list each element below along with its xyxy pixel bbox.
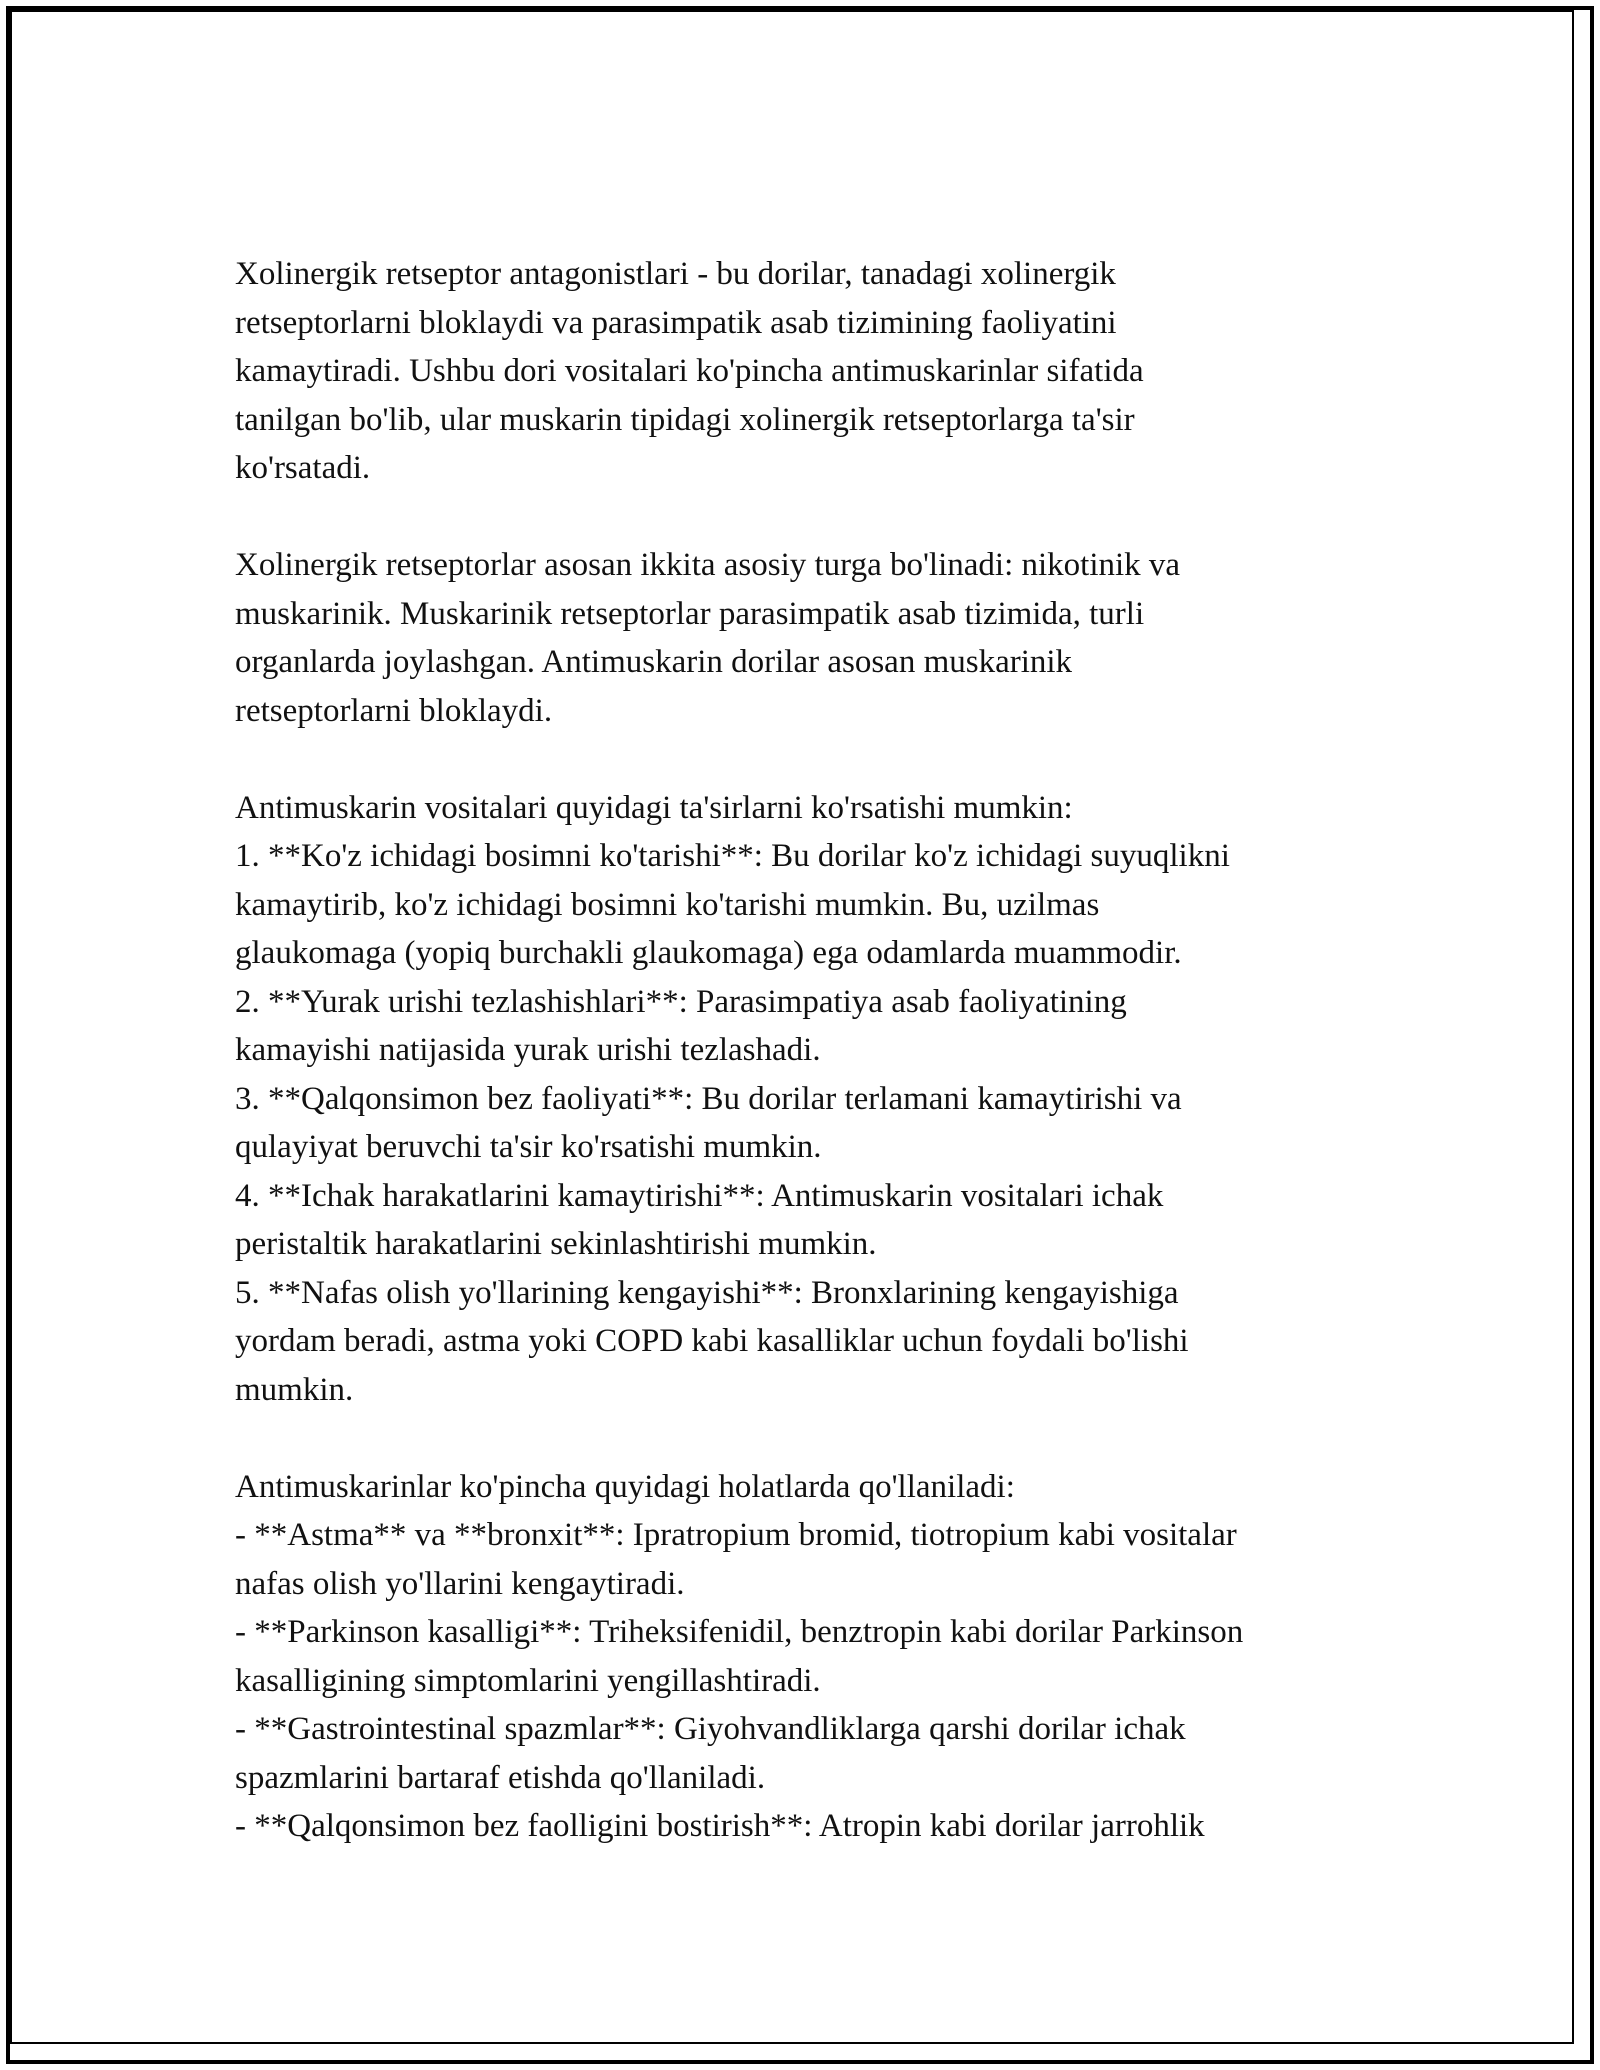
list-item-line: - **Astma** va **bronxit**: Ipratropium bromid, tiotropium kabi vositalar xyxy=(235,1517,1237,1553)
list-item-line: - **Parkinson kasalligi**: Triheksifenidil, benztropin kabi dorilar Parkinson xyxy=(235,1614,1244,1650)
text-line: Antimuskarin vositalari quyidagi ta'sirlarni ko'rsatishi mumkin: xyxy=(235,789,1073,826)
paragraph-receptor-types xyxy=(235,541,1415,735)
text-line: peristaltik harakatlarini sekinlashtirishi mumkin. xyxy=(235,1226,877,1262)
text-line: qulayiyat beruvchi ta'sir ko'rsatishi mumkin. xyxy=(235,1129,822,1165)
list-item-line: - **Qalqonsimon bez faolligini bostirish**: Atropin kabi dorilar jarrohlik xyxy=(235,1808,1205,1844)
text-line: kamaytirib, ko'z ichidagi bosimni ko'tarishi mumkin. Bu, uzilmas xyxy=(235,886,1100,923)
text-line: tanilgan bo'lib, ular muskarin tipidagi xolinergik retseptorlarga ta'sir xyxy=(235,401,1135,438)
text-line: Xolinergik retseptor antagonistlari - bu dorilar, tanadagi xolinergik xyxy=(235,256,1116,292)
list-item-line: - **Gastrointestinal spazmlar**: Giyohvandliklarga qarshi dorilar ichak xyxy=(235,1711,1186,1747)
list-item-line: 2. **Yurak urishi tezlashishlari**: Parasimpatiya asab faoliyatining xyxy=(235,983,1127,1020)
text-line: spazmlarini bartaraf etishda qo'llaniladi. xyxy=(235,1759,766,1796)
list-item-line: 1. **Ko'z ichidagi bosimni ko'tarishi**: Bu dorilar ko'z ichidagi suyuqlikni xyxy=(235,838,1230,874)
text-line: kamaytiradi. Ushbu dori vositalari ko'pincha antimuskarinlar sifatida xyxy=(235,353,1144,389)
paragraph-effects-list xyxy=(235,784,1415,1415)
text-line: yordam beradi, astma yoki COPD kabi kasalliklar uchun foydali bo'lishi xyxy=(235,1323,1189,1359)
text-line: mumkin. xyxy=(235,1371,354,1408)
text-line: ko'rsatadi. xyxy=(235,450,371,486)
text-line: Xolinergik retseptorlar asosan ikkita asosiy turga bo'linadi: nikotinik va xyxy=(235,547,1181,583)
text-line: organlarda joylashgan. Antimuskarin dorilar asosan muskarinik xyxy=(235,644,1073,680)
text-line: retseptorlarni bloklaydi. xyxy=(235,692,553,729)
list-item-line: 4. **Ichak harakatlarini kamaytirishi**: Antimuskarin vositalari ichak xyxy=(235,1177,1164,1214)
paragraph-uses-list xyxy=(235,1463,1415,1851)
text-line: nafas olish yo'llarini kengaytiradi. xyxy=(235,1565,685,1602)
text-line: kasalligining simptomlarini yengillashtiradi. xyxy=(235,1662,821,1699)
text-line: glaukomaga (yopiq burchakli glaukomaga) ega odamlarda muammodir. xyxy=(235,935,1182,971)
document-body xyxy=(235,250,1415,1899)
text-line: retseptorlarni bloklaydi va parasimpatik asab tizimining faoliyatini xyxy=(235,304,1117,341)
text-line: Antimuskarinlar ko'pincha quyidagi holatlarda qo'llaniladi: xyxy=(235,1468,1015,1505)
paragraph-intro xyxy=(235,250,1415,493)
list-item-line: 3. **Qalqonsimon bez faoliyati**: Bu dorilar terlamani kamaytirishi va xyxy=(235,1080,1182,1117)
text-line: kamayishi natijasida yurak urishi tezlashadi. xyxy=(235,1032,821,1068)
list-item-line: 5. **Nafas olish yo'llarining kengayishi**: Bronxlarining kengayishiga xyxy=(235,1274,1179,1311)
text-line: muskarinik. Muskarinik retseptorlar parasimpatik asab tizimida, turli xyxy=(235,595,1145,632)
